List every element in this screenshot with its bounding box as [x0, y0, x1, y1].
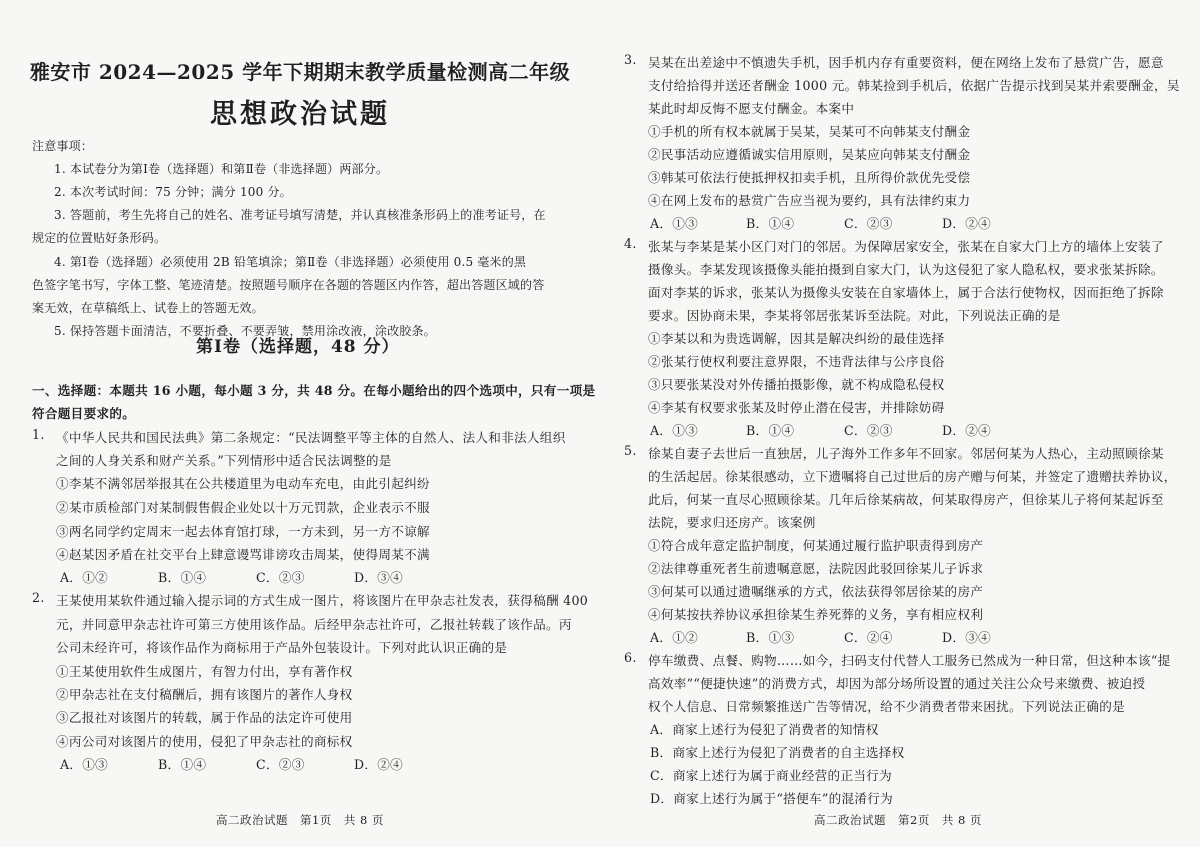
note-line: 4. 第Ⅰ卷（选择题）必须使用 2B 铅笔填涂；第Ⅱ卷（非选择题）必须使用 0.5 毫米的黑 — [54, 255, 527, 269]
question-item: ②民事活动应遵循诚实信用原则，吴某应向韩某支付酬金 — [648, 147, 971, 162]
question-item: ②张某行使权利要注意界限，不违背法律与公序良俗 — [648, 354, 945, 369]
question-text: 张某与李某是某小区门对门的邻居。为保障居家安全，张某在自家大门上方的墙体上安装了 — [648, 239, 1164, 254]
answer-option-a: A．①③ — [650, 216, 699, 231]
question-text: 之间的人身关系和财产关系。”下列情形中适合民法调整的是 — [56, 453, 392, 468]
question-number: 1. — [32, 427, 45, 442]
note-line: 1. 本试卷分为第Ⅰ卷（选择题）和第Ⅱ卷（非选择题）两部分。 — [54, 162, 389, 176]
note-line: 5. 保持答题卡面清洁，不要折叠、不要弄皱，禁用涂改液，涂改胶条。 — [54, 324, 436, 338]
question-text: 权个人信息、日常频繁推送广告等情况，给不少消费者带来困扰。下列说法正确的是 — [648, 699, 1126, 714]
answer-option-b: B．①④ — [746, 216, 795, 231]
question-text: 高效率”“便捷快速”的消费方式，却因为部分场所设置的通过关注公众号来缴费、被迫授 — [648, 676, 1146, 691]
question-item: ③何某可以通过遗嘱继承的方式，依法获得邻居徐某的房产 — [648, 584, 984, 599]
note-line: 3. 答题前，考生先将自己的姓名、准考证号填写清楚，并认真核准条形码上的准考证号，在 — [54, 208, 546, 222]
question-item: ④丙公司对该图片的使用，侵犯了甲杂志社的商标权 — [56, 734, 353, 749]
question-text: 法院，要求归还房产。该案例 — [648, 515, 816, 530]
question-text: 停车缴费、点餐、购物……如今，扫码支付代替人工服务已然成为一种日常，但这种本该“提 — [648, 653, 1171, 668]
question-text: 公司未经许可，将该作品作为商标用于产品外包装设计。下列对此认识正确的是 — [56, 640, 508, 655]
question-item: ①李某不满邻居举报其在公共楼道里为电动车充电，由此引起纠纷 — [56, 476, 430, 491]
answer-option-d: D．②④ — [942, 423, 992, 438]
answer-option-a: A．①② — [650, 630, 699, 645]
question-text: 王某使用某软件通过输入提示词的方式生成一图片，将该图片在甲杂志社发表，获得稿酬 400 — [56, 593, 589, 608]
question-item: ③只要张某没对外传播拍摄影像，就不构成隐私侵权 — [648, 377, 945, 392]
instruction-line: 一、选择题：本题共 16 小题，每小题 3 分，共 48 分。在每小题给出的四个选项中，只有一项是 — [32, 383, 596, 398]
question-item: ①符合成年意定监护制度，何某通过履行监护职责得到房产 — [648, 538, 984, 553]
instruction-line: 符合题目要求的。 — [32, 406, 136, 421]
answer-option-b: B．①④ — [746, 423, 795, 438]
question-item: ④李某有权要求张某及时停止潜在侵害，并排除妨碍 — [648, 400, 945, 415]
answer-option-b: B．①③ — [746, 630, 795, 645]
answer-option-d: D．②④ — [354, 757, 404, 772]
question-item: ②法律尊重死者生前遗嘱意愿，法院因此驳回徐某儿子诉求 — [648, 561, 984, 576]
note-line: 色签字笔书写，字体工整、笔迹清楚。按照题号顺序在各题的答题区内作答，超出答题区域的答 — [32, 278, 545, 292]
note-line: 案无效，在草稿纸上、试卷上的答题无效。 — [32, 301, 264, 315]
answer-option-b: B．①④ — [158, 757, 207, 772]
question-number: 3. — [624, 52, 637, 67]
answer-option-c: C．②③ — [256, 757, 305, 772]
question-number: 2. — [32, 590, 45, 605]
question-item: ①王某使用软件生成图片，有智力付出，享有著作权 — [56, 664, 353, 679]
answer-option-a: A．①② — [60, 570, 109, 585]
exam-subtitle: 思想政治试题 — [210, 99, 390, 130]
note-line: 2. 本次考试时间：75 分钟；满分 100 分。 — [54, 185, 292, 199]
page-footer: 高二政治试题 第2页 共 8 页 — [814, 813, 982, 827]
question-text: 徐某自妻子去世后一直独居，儿子海外工作多年不回家。邻居何某为人热心，主动照顾徐某 — [648, 446, 1164, 461]
answer-option-c: C．②③ — [256, 570, 305, 585]
question-item: ①李某以和为贵选调解，因其是解决纠纷的最佳选择 — [648, 331, 945, 346]
question-text: 的生活起居。徐某很感动，立下遗嘱将自己过世后的房产赠与何某，并签定了遗赠扶养协议， — [648, 469, 1177, 484]
question-text: 摄像头。李某发现该摄像头能拍摄到自家大门，认为这侵犯了家人隐私权，要求张某拆除。 — [648, 262, 1164, 277]
answer-choice-a: A．商家上述行为侵犯了消费者的知情权 — [650, 722, 879, 737]
question-item: ④赵某因矛盾在社交平台上肆意谩骂诽谤攻击周某，使得周某不满 — [56, 547, 430, 562]
question-item: ②甲杂志社在支付稿酬后，拥有该图片的著作人身权 — [56, 687, 353, 702]
question-item: ②某市质检部门对某制假售假企业处以十万元罚款，企业表示不服 — [56, 500, 430, 515]
question-text: 某此时却反悔不愿支付酬金。本案中 — [648, 101, 855, 116]
answer-choice-b: B．商家上述行为侵犯了消费者的自主选择权 — [650, 745, 905, 760]
answer-option-a: A．①③ — [60, 757, 109, 772]
answer-option-b: B．①④ — [158, 570, 207, 585]
question-item: ③韩某可依法行使抵押权扣卖手机，且所得价款优先受偿 — [648, 170, 971, 185]
section-title: 第Ⅰ卷（选择题，48 分） — [196, 337, 400, 357]
question-item: ④何某按扶养协议承担徐某生养死葬的义务，享有相应权利 — [648, 607, 984, 622]
question-text: 吴某在出差途中不慎遗失手机，因手机内存有重要资料，便在网络上发布了悬赏广告，愿意 — [648, 55, 1164, 70]
question-number: 4. — [624, 236, 637, 251]
question-text: 《中华人民共和国民法典》第二条规定：“民法调整平等主体的自然人、法人和非法人组织 — [56, 430, 566, 445]
answer-option-d: D．③④ — [942, 630, 992, 645]
question-text: 此后，何某一直尽心照顾徐某。几年后徐某病故，何某取得房产，但徐某儿子将何某起诉至 — [648, 492, 1164, 507]
answer-option-c: C．②③ — [844, 423, 893, 438]
question-text: 要求。因协商未果，李某将邻居张某诉至法院。对此，下列说法正确的是 — [648, 308, 1061, 323]
question-item: ④在网上发布的悬赏广告应当视为要约，具有法律约束力 — [648, 193, 971, 208]
answer-option-a: A．①③ — [650, 423, 699, 438]
answer-option-d: D．③④ — [354, 570, 404, 585]
exam-title: 雅安市 2024—2025 学年下期期末教学质量检测高二年级 — [29, 60, 571, 84]
answer-option-c: C．②④ — [844, 630, 893, 645]
question-number: 6. — [624, 650, 637, 665]
question-number: 5. — [624, 443, 637, 458]
question-item: ③两名同学约定周末一起去体育馆打球，一方未到，另一方不谅解 — [56, 524, 430, 539]
answer-option-d: D．②④ — [942, 216, 992, 231]
page-footer: 高二政治试题 第1页 共 8 页 — [216, 813, 384, 827]
question-text: 面对李某的诉求，张某认为摄像头安装在自家墙体上，属于合法行使物权，因而拒绝了拆除 — [648, 285, 1164, 300]
question-text: 元，并同意甲杂志社许可第三方使用该作品。后经甲杂志社许可，乙报社转载了该作品。丙 — [56, 617, 572, 632]
answer-choice-d: D．商家上述行为属于“搭便车”的混淆行为 — [650, 791, 894, 806]
question-text: 支付给拾得并送还者酬金 1000 元。韩某捡到手机后，依据广告提示找到吴某并索要酬金，吴 — [648, 78, 1180, 93]
question-item: ①手机的所有权本就属于吴某，吴某可不向韩某支付酬金 — [648, 124, 971, 139]
answer-option-c: C．②③ — [844, 216, 893, 231]
answer-choice-c: C．商家上述行为属于商业经营的正当行为 — [650, 768, 893, 783]
question-item: ③乙报社对该图片的转载，属于作品的法定许可使用 — [56, 710, 353, 725]
note-line: 规定的位置贴好条形码。 — [32, 231, 167, 245]
page-2 — [600, 0, 1200, 847]
notes-heading: 注意事项： — [32, 139, 94, 153]
